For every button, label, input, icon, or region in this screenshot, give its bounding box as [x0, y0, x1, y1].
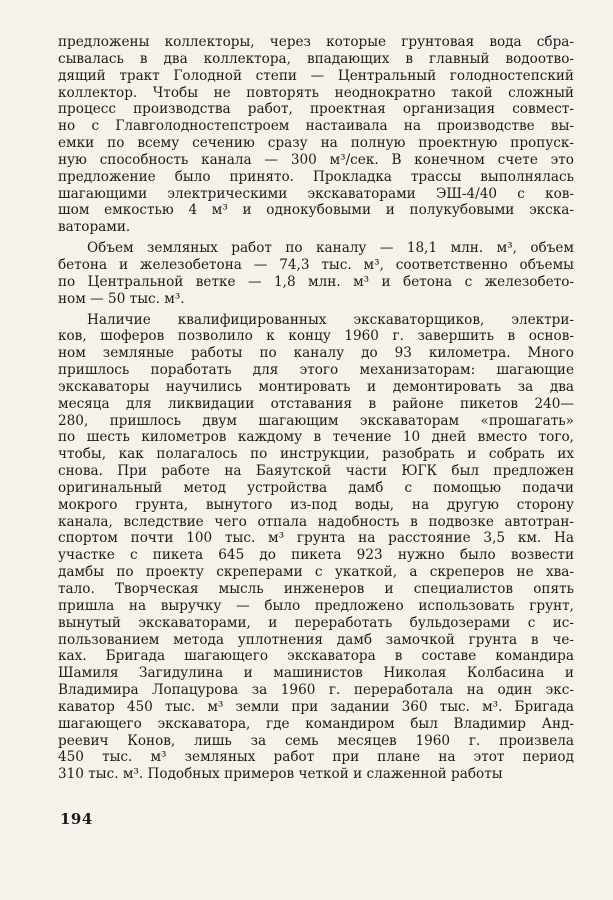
text-line: по Центральной ветке — 1,8 млн. м³ и бетона с железобето-: [58, 273, 574, 290]
text-line: Объем земляных работ по каналу — 18,1 млн. м³, объем: [87, 240, 574, 257]
text-line: чтобы, как полагалось по инструкции, разобрать и собрать их: [58, 446, 574, 463]
text-line: по шесть километров каждому в течение 10 дней вместо того,: [58, 429, 574, 446]
text-line: мокрого грунта, вынутого из-под воды, на другую сторону: [58, 496, 574, 513]
paragraph: [58, 312, 574, 784]
text-line: но с Главголодностепстроем настаивала на производстве вы-: [58, 118, 574, 135]
paragraph: [58, 240, 574, 307]
text-line: коллектор. Чтобы не повторять неоднократно такой сложный: [58, 84, 574, 101]
text-line: экскаваторы научились монтировать и демонтировать за два: [58, 378, 574, 395]
text-line: процесс производства работ, проектная организация совмест-: [58, 101, 574, 118]
text-line: Наличие квалифицированных экскаваторщиков, электри-: [87, 311, 574, 328]
text-line: ном земляные работы по каналу до 93 километра. Много: [58, 345, 574, 362]
text-line: ную способность канала — 300 м³/сек. В конечном счете это: [58, 151, 574, 168]
text-line: Шамиля Загидулина и машинистов Николая Колбасина и: [58, 665, 574, 682]
text-line: дящий тракт Голодной степи — Центральный голодностепский: [58, 67, 574, 84]
text-line: пришла на выручку — было предложено использовать грунт,: [58, 597, 574, 614]
text-line: пришлось поработать для этого механизаторам: шагающие: [58, 362, 574, 379]
text-line: шом емкостью 4 м³ и однокубовыми и полукубовыми экска-: [58, 202, 574, 219]
page-number: 194: [60, 810, 93, 828]
text-line: тало. Творческая мысль инженеров и специалистов опять: [58, 581, 574, 597]
text-line: бетона и железобетона — 74,3 тыс. м³, соответственно объемы: [58, 256, 574, 273]
text-line: ваторами.: [58, 219, 131, 236]
text-line: 280, пришлось двум шагающим экскаваторам «прошагать»: [58, 412, 574, 429]
text-line: вынутый экскаваторами, и переработать бульдозерами с ис-: [58, 614, 574, 631]
text-line: шагающими электрическими экскаваторами ЭШ-4/40 с ков-: [58, 185, 574, 202]
text-line: пользованием метода уплотнения дамб замочкой грунта в че-: [58, 631, 574, 648]
text-line: реевич Конов, лишь за семь месяцев 1960 г. произвела: [58, 732, 574, 749]
text-line: емки по всему сечению сразу на полную проектную пропуск-: [58, 135, 574, 152]
text-line: снова. При работе на Баяутской части ЮГК был предложен: [58, 463, 574, 480]
text-line: дамбы по проекту скреперами с укаткой, а скреперов не хва-: [58, 564, 574, 581]
text-line: участке с пикета 645 до пикета 923 нужно было возвести: [58, 547, 574, 564]
text-line: оригинальный метод устройства дамб с помощью подачи: [58, 479, 574, 496]
text-line: шагающего экскаватора, где командиром был Владимир Анд-: [58, 715, 574, 732]
text-line: спортом почти 100 тыс. м³ грунта на расстояние 3,5 км. На: [58, 530, 574, 547]
text-line: месяца для ликвидации отставания в районе пикетов 240—: [58, 395, 574, 412]
text-line: ном — 50 тыс. м³.: [58, 290, 185, 307]
text-line: ках. Бригада шагающего экскаватора в составе командира: [58, 648, 574, 665]
text-line: предложение было принято. Прокладка трассы выполнялась: [58, 168, 574, 185]
text-line: Владимира Лопацурова за 1960 г. переработала на один экс-: [58, 682, 574, 699]
text-line: 310 тыс. м³. Подобных примеров четкой и слаженной работы: [58, 766, 503, 783]
text-line: канала, вследствие чего отпала надобность в подвозке автотран-: [58, 513, 574, 530]
text-line: ков, шоферов позволило к концу 1960 г. завершить в основ-: [58, 328, 574, 345]
text-line: сывалась в два коллектора, впадающих в главный водоотво-: [58, 50, 574, 67]
paragraph: [58, 34, 574, 236]
text-line: предложены коллекторы, через которые грунтовая вода сбра-: [58, 34, 574, 50]
body-text: [58, 34, 574, 783]
text-line: каватор 450 тыс. м³ земли при задании 360 тыс. м³. Бригада: [58, 698, 574, 715]
text-line: 450 тыс. м³ земляных работ при плане на этот период: [58, 749, 574, 766]
